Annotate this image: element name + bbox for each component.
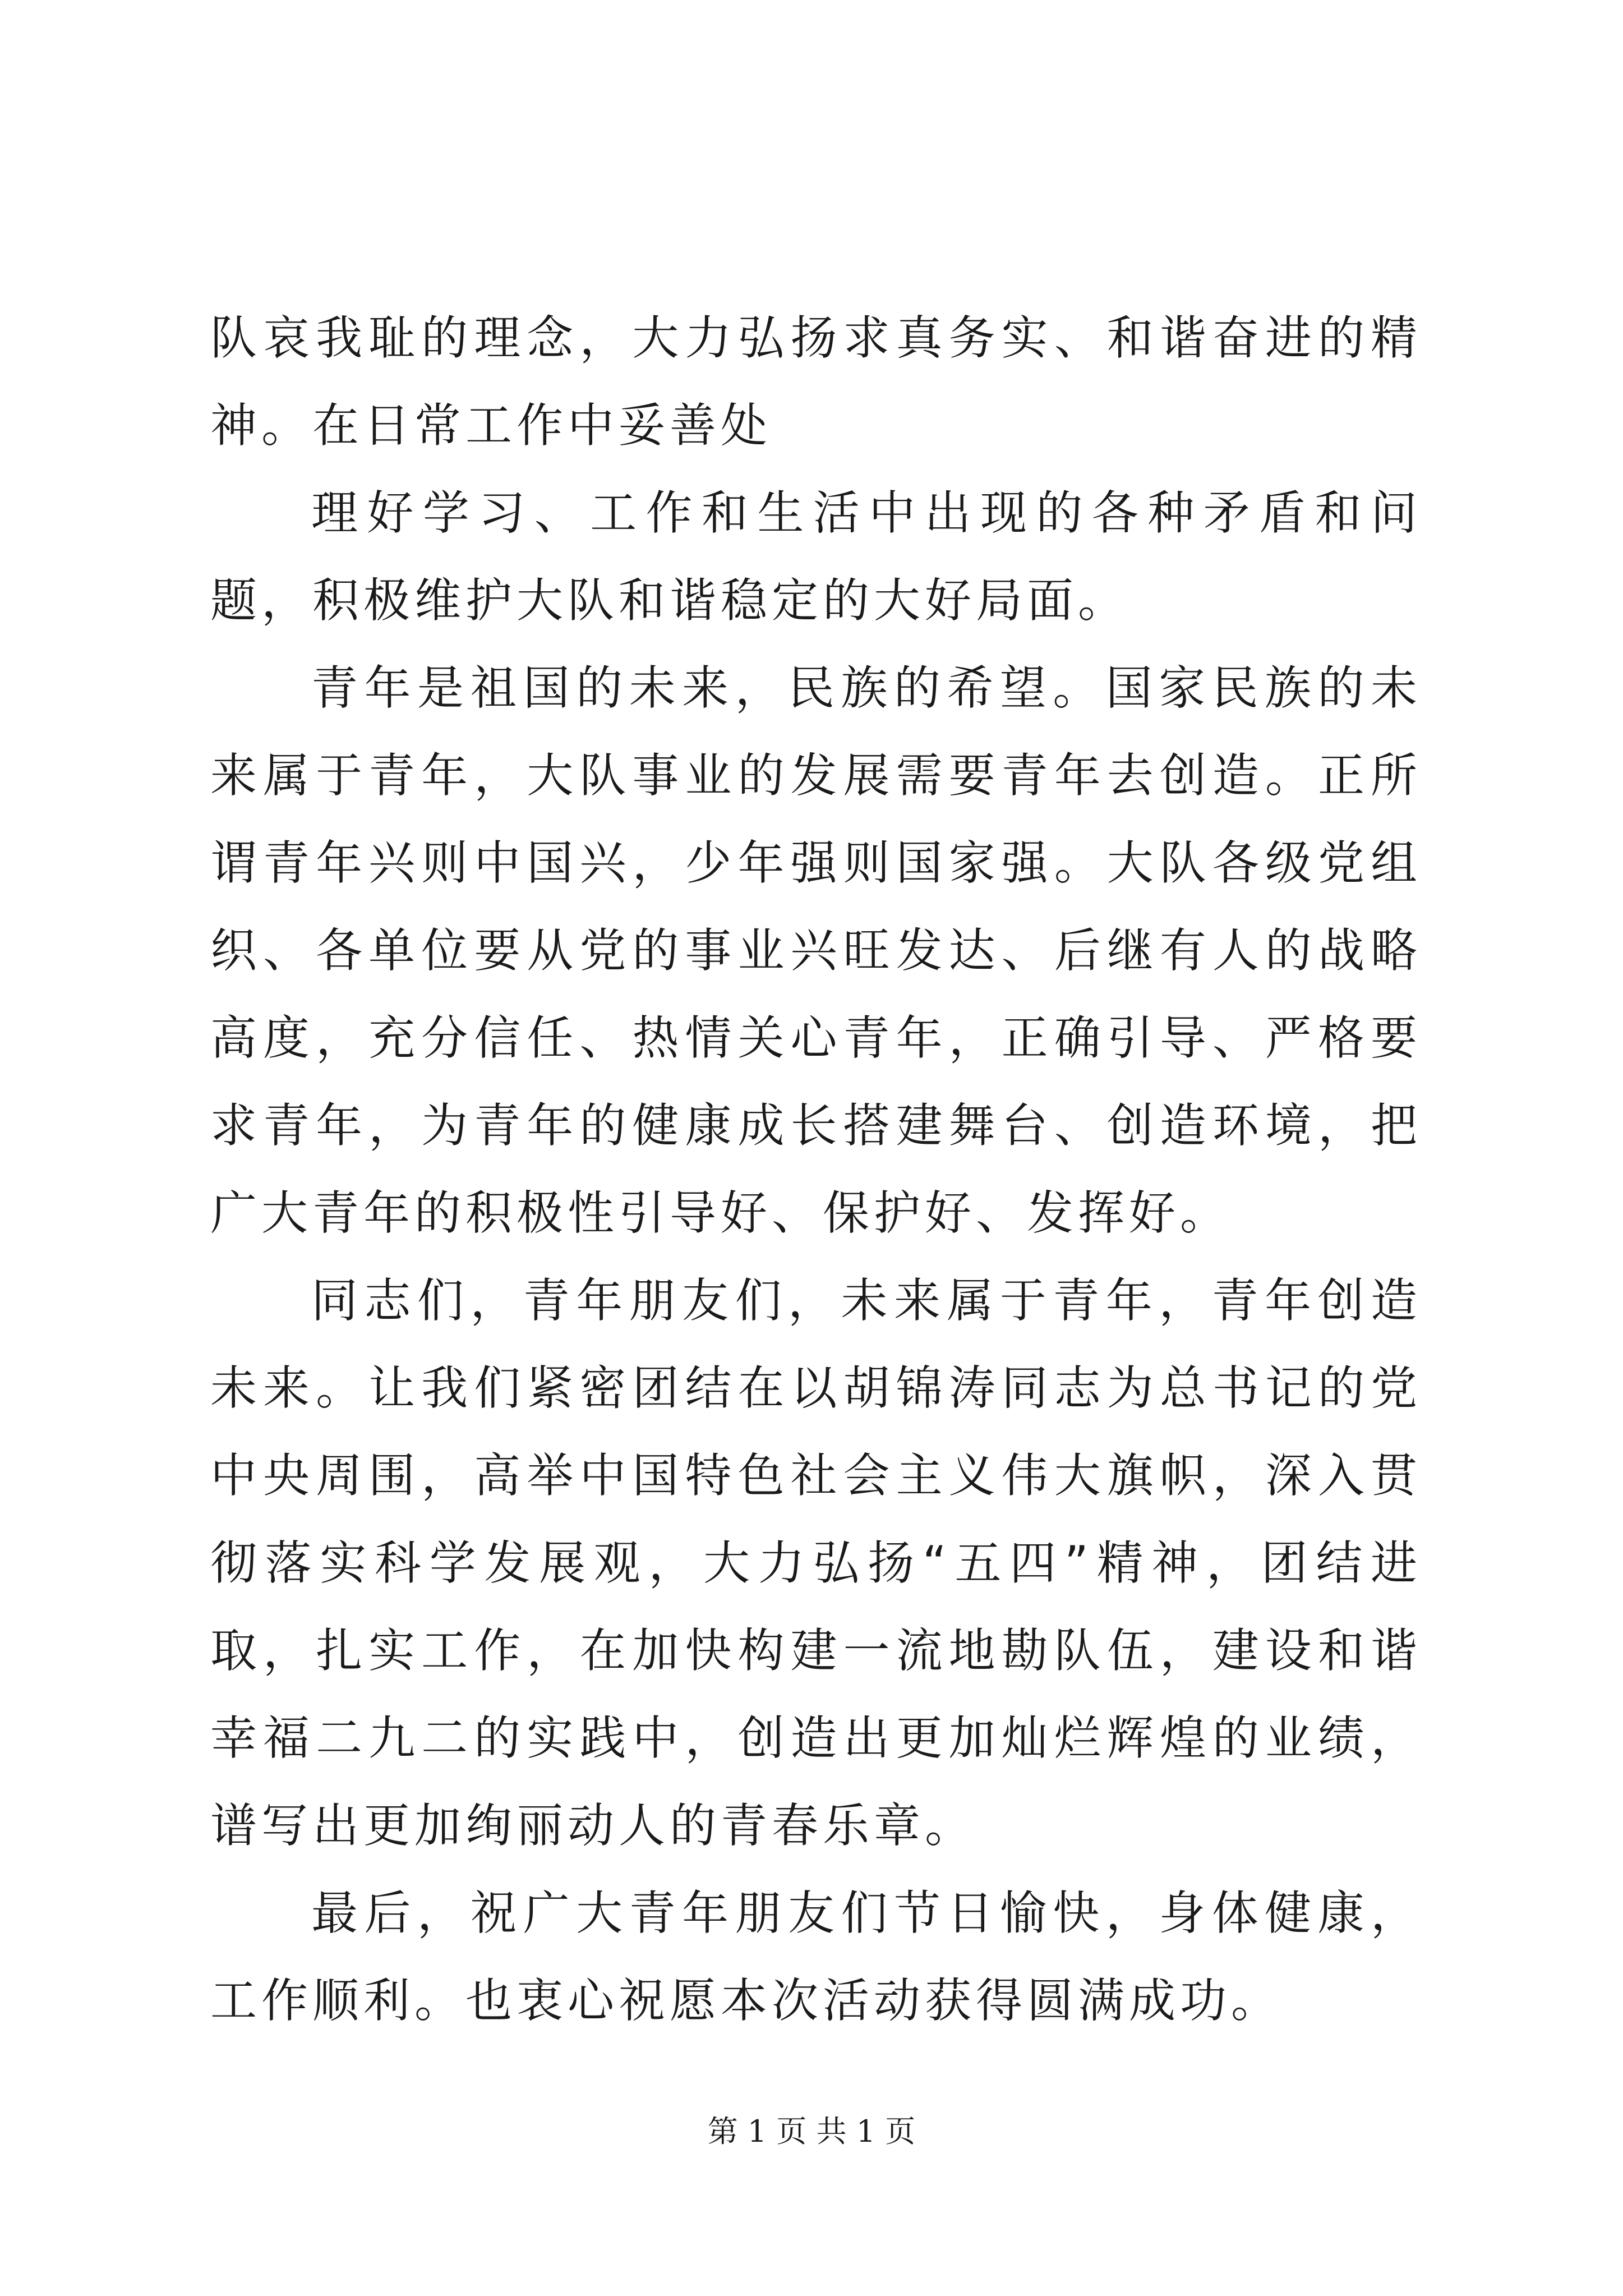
document-body [210,295,1422,2045]
paragraph-continuation: 队哀我耻的理念，大力弘扬求真务实、和谐奋进的精神。在日常工作中妥善处 [210,311,1422,453]
paragraph: 青年是祖国的未来，民族的希望。国家民族的未来属于青年，大队事业的发展需要青年去创造。正所谓青年兴则中国兴，少年强则国家强。大队各级党组织、各单位要从党的事业兴旺发达、后继有人的战略高度，充分信任、热情关心青年，正确引导、严格要求青年，为青年的健康成长搭建舞台、创造环境，把广大青年的积极性引导好、保护好、发挥好。 [210,661,1422,1240]
paragraph: 同志们，青年朋友们，未来属于青年，青年创造未来。让我们紧密团结在以胡锦涛同志为总书记的党中央周围，高举中国特色社会主义伟大旗帜，深入贯彻落实科学发展观，大力弘扬“五四”精神，团结进取，扎实工作，在加快构建一流地勘队伍，建设和谐幸福二九二的实践中，创造出更加灿烂辉煌的业绩，谱写出更加绚丽动人的青春乐章。 [210,1273,1422,1853]
page-number-label: 第 1 页 共 1 页 [707,2114,916,2149]
paragraph: 最后，祝广大青年朋友们节日愉快，身体健康，工作顺利。也衷心祝愿本次活动获得圆满成功。 [210,1886,1422,2028]
paragraph: 理好学习、工作和生活中出现的各种矛盾和问题，积极维护大队和谐稳定的大好局面。 [210,486,1422,628]
page-footer [0,2109,1623,2154]
